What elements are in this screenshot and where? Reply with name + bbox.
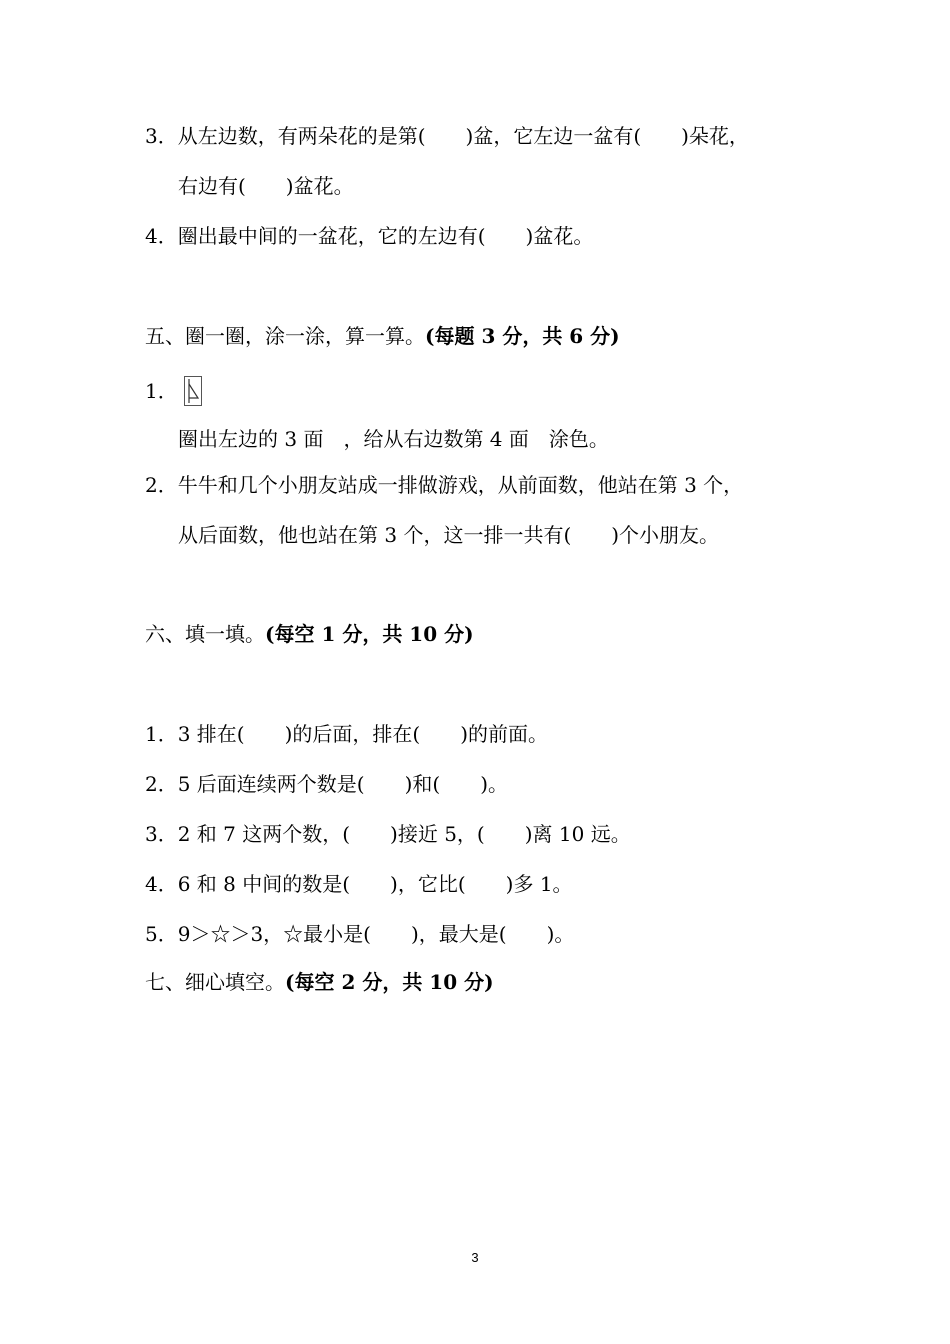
section-6-score: (每空 1 分，共 10 分) — [265, 622, 474, 646]
flag-icon — [184, 376, 202, 406]
section-7-title: 七、细心填空。 — [145, 970, 285, 994]
section-5-title: 五、圈一圈，涂一涂，算一算。 — [145, 324, 425, 348]
question-5-1 — [145, 376, 202, 406]
section-7-heading — [145, 968, 494, 996]
question-4-3-line-2: 右边有( )盆花。 — [178, 174, 354, 198]
section-5-score: (每题 3 分，共 6 分) — [425, 324, 620, 348]
question-5-1-number: 1． — [145, 379, 178, 403]
question-6-3: 3．2 和 7 这两个数，( )接近 5，( )离 10 远。 — [145, 822, 631, 846]
question-5-1-text: 圈出左边的 3 面 ，给从右边数第 4 面 涂色。 — [178, 427, 609, 451]
question-6-4: 4．6 和 8 中间的数是( )，它比( )多 1。 — [145, 872, 573, 896]
question-6-5: 5．9＞☆＞3，☆最小是( )，最大是( )。 — [145, 922, 575, 946]
section-5-heading — [145, 322, 620, 350]
page-number: 3 — [471, 1250, 479, 1265]
section-6-heading — [145, 620, 474, 648]
question-5-2-line-1: 2．牛牛和几个小朋友站成一排做游戏，从前面数，他站在第 3 个， — [145, 473, 744, 497]
question-4-4: 4．圈出最中间的一盆花，它的左边有( )盆花。 — [145, 224, 594, 248]
question-6-1: 1．3 排在( )的后面，排在( )的前面。 — [145, 722, 549, 746]
question-5-2-line-2: 从后面数，他也站在第 3 个，这一排一共有( )个小朋友。 — [178, 523, 720, 547]
question-6-2: 2．5 后面连续两个数是( )和( )。 — [145, 772, 509, 796]
section-7-score: (每空 2 分，共 10 分) — [285, 970, 494, 994]
section-6-title: 六、填一填。 — [145, 622, 265, 646]
question-4-3-line-1: 3．从左边数，有两朵花的是第( )盆，它左边一盆有( )朵花， — [145, 124, 749, 148]
